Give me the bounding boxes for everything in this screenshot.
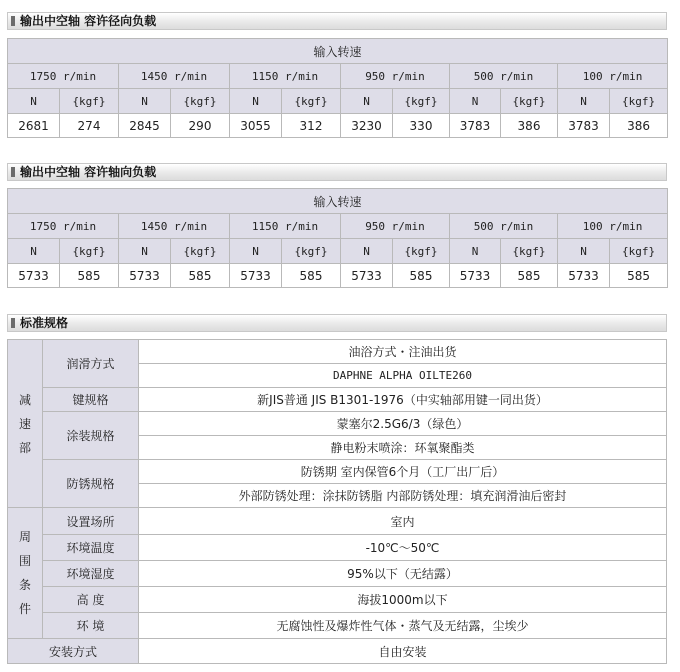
speed-cell: 1450 r/min [119, 64, 230, 89]
unit-kgf: {kgf} [610, 239, 668, 264]
value-cell: 585 [171, 264, 230, 288]
group-char: 围 [18, 554, 31, 568]
mount-label: 安装方式 [8, 639, 139, 664]
unit-n: N [341, 239, 393, 264]
altitude-label: 高 度 [43, 587, 139, 613]
unit-kgf: {kgf} [60, 239, 119, 264]
unit-n: N [119, 239, 171, 264]
reducer-group-label [8, 340, 43, 508]
value-cell: 312 [282, 114, 341, 138]
value-cell: 5733 [341, 264, 393, 288]
spec-header [7, 314, 667, 332]
unit-n: N [558, 89, 610, 114]
unit-n: N [450, 239, 501, 264]
input-speed-header: 输入转速 [8, 39, 668, 64]
section-marker [11, 167, 15, 177]
paint-color: 蒙塞尔2.5G6/3（绿色） [139, 412, 667, 436]
value-cell: 5733 [119, 264, 171, 288]
axial-load-header [7, 163, 667, 181]
axial-load-table [7, 188, 668, 288]
unit-kgf: {kgf} [282, 239, 341, 264]
speed-cell: 500 r/min [450, 214, 558, 239]
speed-cell: 950 r/min [341, 214, 450, 239]
lubrication-oil: DAPHNE ALPHA OILTE260 [139, 364, 667, 388]
unit-kgf: {kgf} [171, 239, 230, 264]
speed-cell: 1750 r/min [8, 214, 119, 239]
unit-n: N [450, 89, 501, 114]
unit-kgf: {kgf} [171, 89, 230, 114]
speed-cell: 1150 r/min [230, 64, 341, 89]
speed-cell: 100 r/min [558, 214, 668, 239]
unit-n: N [341, 89, 393, 114]
site-label: 设置场所 [43, 508, 139, 535]
unit-kgf: {kgf} [60, 89, 119, 114]
speed-cell: 1450 r/min [119, 214, 230, 239]
speed-cell: 500 r/min [450, 64, 558, 89]
rust-period: 防锈期 室内保管6个月（工厂出厂后） [139, 460, 667, 484]
value-cell: 5733 [8, 264, 60, 288]
speed-cell: 950 r/min [341, 64, 450, 89]
value-cell: 2681 [8, 114, 60, 138]
value-cell: 5733 [450, 264, 501, 288]
mount-value: 自由安装 [139, 639, 667, 664]
value-cell: 274 [60, 114, 119, 138]
speed-cell: 1750 r/min [8, 64, 119, 89]
group-char: 件 [18, 602, 31, 616]
value-cell: 386 [610, 114, 668, 138]
humidity-value: 95%以下（无结露） [139, 561, 667, 587]
paint-method: 静电粉末喷涂：环氧聚酯类 [139, 436, 667, 460]
lubrication-label: 润滑方式 [43, 340, 139, 388]
value-cell: 3783 [558, 114, 610, 138]
unit-kgf: {kgf} [501, 89, 558, 114]
value-cell: 585 [282, 264, 341, 288]
group-char: 条 [18, 578, 31, 592]
unit-n: N [8, 89, 60, 114]
section-title: 输出中空轴 容许径向负载 [20, 14, 157, 28]
unit-kgf: {kgf} [393, 89, 450, 114]
group-char: 周 [18, 530, 31, 544]
value-cell: 5733 [558, 264, 610, 288]
value-cell: 386 [501, 114, 558, 138]
unit-n: N [558, 239, 610, 264]
value-cell: 330 [393, 114, 450, 138]
unit-n: N [119, 89, 171, 114]
value-cell: 5733 [230, 264, 282, 288]
group-char: 减 [18, 392, 31, 407]
value-cell: 3230 [341, 114, 393, 138]
group-char: 速 [18, 416, 31, 431]
value-cell: 585 [60, 264, 119, 288]
radial-load-table [7, 38, 668, 138]
unit-kgf: {kgf} [393, 239, 450, 264]
key-label: 键规格 [43, 388, 139, 412]
value-cell: 585 [393, 264, 450, 288]
value-cell: 3055 [230, 114, 282, 138]
speed-cell: 1150 r/min [230, 214, 341, 239]
temp-label: 环境温度 [43, 535, 139, 561]
unit-n: N [230, 89, 282, 114]
unit-n: N [8, 239, 60, 264]
site-value: 室内 [139, 508, 667, 535]
unit-n: N [230, 239, 282, 264]
radial-load-header [7, 12, 667, 30]
value-cell: 585 [610, 264, 668, 288]
value-cell: 2845 [119, 114, 171, 138]
temp-value: -10℃～50℃ [139, 535, 667, 561]
key-value: 新JIS普通 JIS B1301-1976（中实轴部用键一同出货） [139, 388, 667, 412]
speed-cell: 100 r/min [558, 64, 668, 89]
unit-kgf: {kgf} [610, 89, 668, 114]
environment-label: 环 境 [43, 613, 139, 639]
unit-kgf: {kgf} [501, 239, 558, 264]
value-cell: 290 [171, 114, 230, 138]
unit-kgf: {kgf} [282, 89, 341, 114]
spec-table [7, 339, 667, 664]
environment-value: 无腐蚀性及爆炸性气体・蒸气及无结露，尘埃少 [139, 613, 667, 639]
lubrication-value: 油浴方式・注油出货 [139, 340, 667, 364]
value-cell: 585 [501, 264, 558, 288]
env-group-label [8, 508, 43, 639]
group-char: 部 [18, 440, 31, 455]
paint-label: 涂装规格 [43, 412, 139, 460]
input-speed-header: 输入转速 [8, 189, 668, 214]
rust-label: 防锈规格 [43, 460, 139, 508]
section-title: 标准规格 [20, 316, 69, 330]
section-marker [11, 318, 15, 328]
section-marker [11, 16, 15, 26]
humidity-label: 环境湿度 [43, 561, 139, 587]
altitude-value: 海拔1000m以下 [139, 587, 667, 613]
section-title: 输出中空轴 容许轴向负载 [20, 165, 157, 179]
rust-treatment: 外部防锈处理：涂抹防锈脂 内部防锈处理：填充润滑油后密封 [139, 484, 667, 508]
value-cell: 3783 [450, 114, 501, 138]
